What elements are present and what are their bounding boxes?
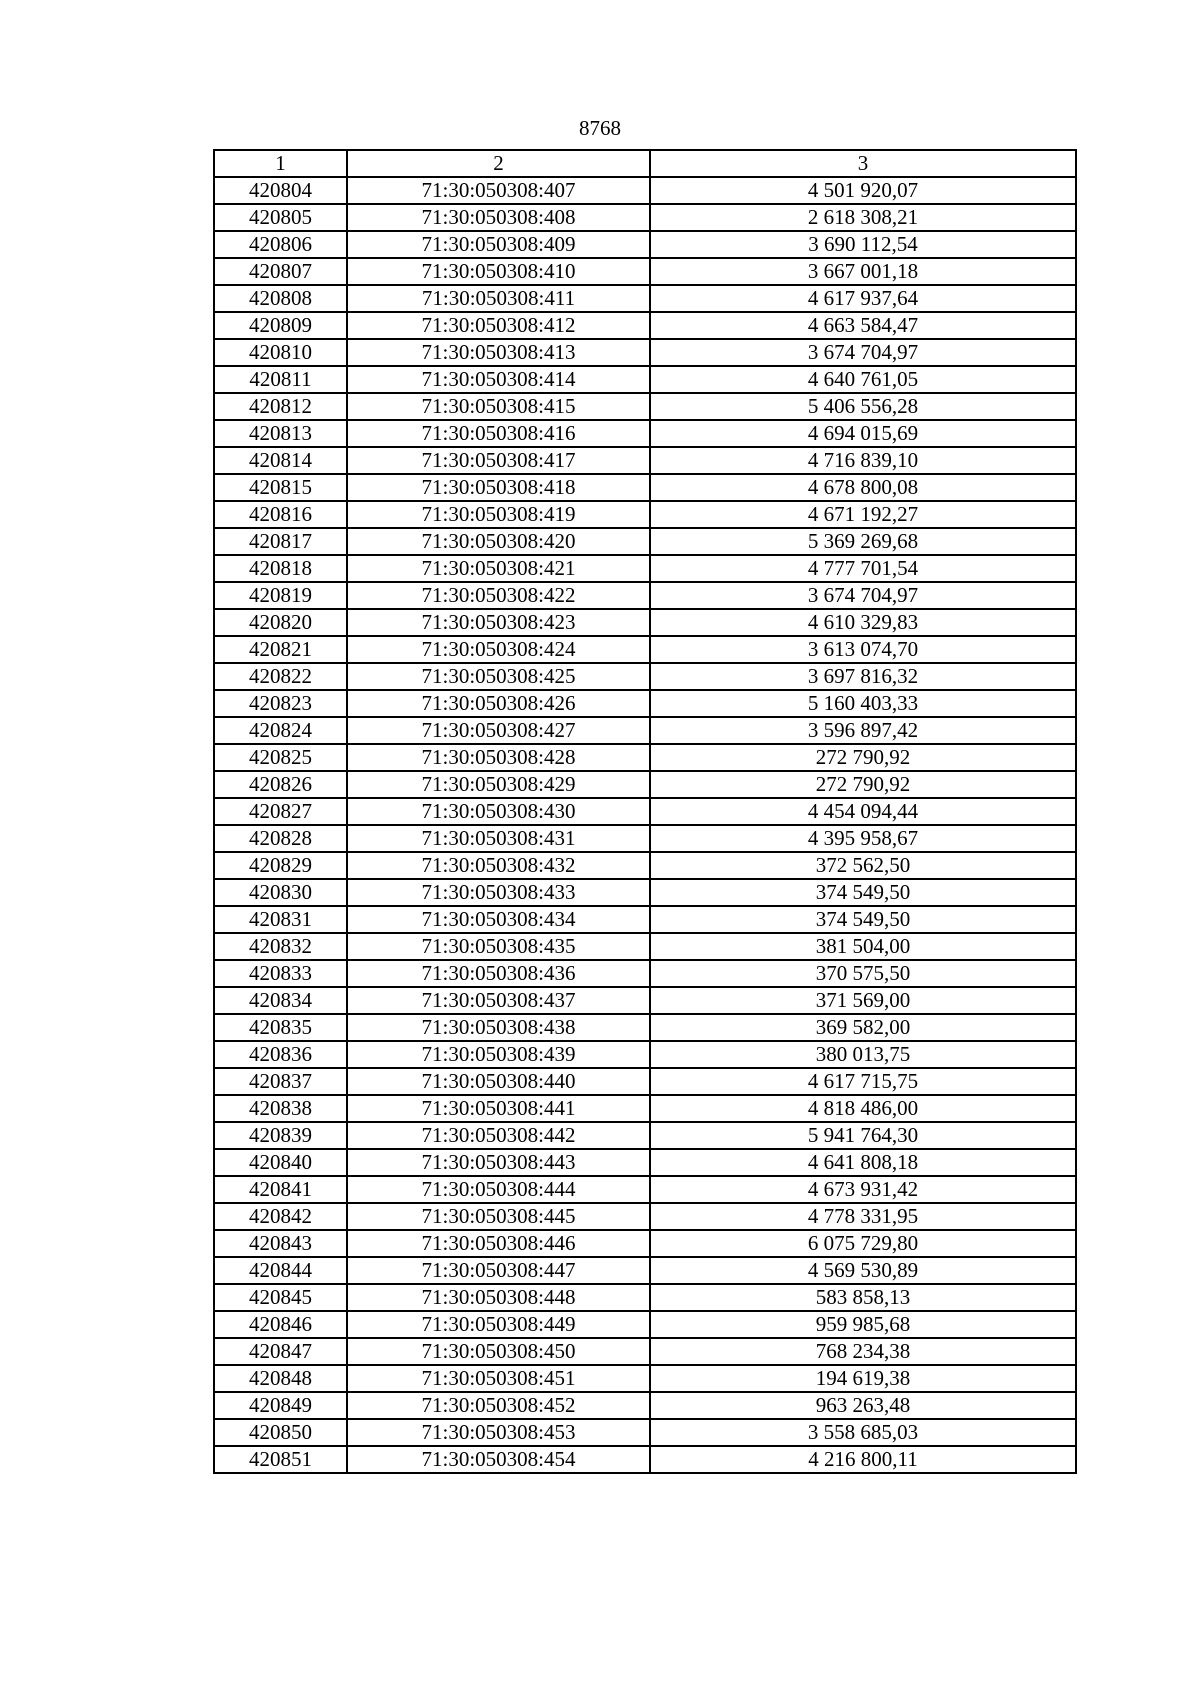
row-number-cell: 420833 bbox=[214, 960, 347, 987]
table-row bbox=[214, 1068, 1076, 1095]
table-row bbox=[214, 987, 1076, 1014]
table-body bbox=[214, 177, 1076, 1473]
cadastral-number-cell: 71:30:050308:426 bbox=[347, 690, 650, 717]
table-row bbox=[214, 744, 1076, 771]
cadastral-number-cell: 71:30:050308:421 bbox=[347, 555, 650, 582]
cadastral-number-cell: 71:30:050308:427 bbox=[347, 717, 650, 744]
table-row bbox=[214, 555, 1076, 582]
table-row bbox=[214, 177, 1076, 204]
row-number-cell: 420830 bbox=[214, 879, 347, 906]
cadastral-number-cell: 71:30:050308:429 bbox=[347, 771, 650, 798]
value-cell: 3 697 816,32 bbox=[650, 663, 1076, 690]
cadastral-number-cell: 71:30:050308:433 bbox=[347, 879, 650, 906]
row-number-cell: 420817 bbox=[214, 528, 347, 555]
table-row bbox=[214, 1365, 1076, 1392]
cadastral-number-cell: 71:30:050308:452 bbox=[347, 1392, 650, 1419]
cadastral-number-cell: 71:30:050308:454 bbox=[347, 1446, 650, 1473]
cadastral-number-cell: 71:30:050308:438 bbox=[347, 1014, 650, 1041]
cadastral-number-cell: 71:30:050308:424 bbox=[347, 636, 650, 663]
cadastral-number-cell: 71:30:050308:413 bbox=[347, 339, 650, 366]
data-table bbox=[213, 149, 1077, 1474]
table-row bbox=[214, 501, 1076, 528]
value-cell: 372 562,50 bbox=[650, 852, 1076, 879]
table-header bbox=[214, 150, 1076, 177]
table-row bbox=[214, 366, 1076, 393]
table-row bbox=[214, 285, 1076, 312]
table-row bbox=[214, 1446, 1076, 1473]
row-number-cell: 420846 bbox=[214, 1311, 347, 1338]
table-row bbox=[214, 771, 1076, 798]
row-number-cell: 420825 bbox=[214, 744, 347, 771]
value-cell: 3 667 001,18 bbox=[650, 258, 1076, 285]
row-number-cell: 420839 bbox=[214, 1122, 347, 1149]
row-number-cell: 420806 bbox=[214, 231, 347, 258]
table-row bbox=[214, 420, 1076, 447]
value-cell: 4 617 937,64 bbox=[650, 285, 1076, 312]
table-row bbox=[214, 609, 1076, 636]
value-cell: 583 858,13 bbox=[650, 1284, 1076, 1311]
table-row bbox=[214, 933, 1076, 960]
value-cell: 4 641 808,18 bbox=[650, 1149, 1076, 1176]
value-cell: 4 395 958,67 bbox=[650, 825, 1076, 852]
value-cell: 5 941 764,30 bbox=[650, 1122, 1076, 1149]
value-cell: 5 369 269,68 bbox=[650, 528, 1076, 555]
value-cell: 3 690 112,54 bbox=[650, 231, 1076, 258]
value-cell: 3 613 074,70 bbox=[650, 636, 1076, 663]
cadastral-number-cell: 71:30:050308:407 bbox=[347, 177, 650, 204]
value-cell: 194 619,38 bbox=[650, 1365, 1076, 1392]
table-row bbox=[214, 1095, 1076, 1122]
value-cell: 4 716 839,10 bbox=[650, 447, 1076, 474]
cadastral-number-cell: 71:30:050308:445 bbox=[347, 1203, 650, 1230]
row-number-cell: 420816 bbox=[214, 501, 347, 528]
header-cell-1: 1 bbox=[214, 150, 347, 177]
value-cell: 4 777 701,54 bbox=[650, 555, 1076, 582]
cadastral-number-cell: 71:30:050308:444 bbox=[347, 1176, 650, 1203]
value-cell: 3 596 897,42 bbox=[650, 717, 1076, 744]
row-number-cell: 420805 bbox=[214, 204, 347, 231]
row-number-cell: 420814 bbox=[214, 447, 347, 474]
table-row bbox=[214, 204, 1076, 231]
value-cell: 4 663 584,47 bbox=[650, 312, 1076, 339]
row-number-cell: 420804 bbox=[214, 177, 347, 204]
value-cell: 4 678 800,08 bbox=[650, 474, 1076, 501]
row-number-cell: 420841 bbox=[214, 1176, 347, 1203]
value-cell: 4 671 192,27 bbox=[650, 501, 1076, 528]
row-number-cell: 420849 bbox=[214, 1392, 347, 1419]
value-cell: 3 674 704,97 bbox=[650, 339, 1076, 366]
row-number-cell: 420834 bbox=[214, 987, 347, 1014]
header-row bbox=[214, 150, 1076, 177]
table-row bbox=[214, 1257, 1076, 1284]
row-number-cell: 420820 bbox=[214, 609, 347, 636]
row-number-cell: 420843 bbox=[214, 1230, 347, 1257]
value-cell: 4 617 715,75 bbox=[650, 1068, 1076, 1095]
value-cell: 5 406 556,28 bbox=[650, 393, 1076, 420]
cadastral-number-cell: 71:30:050308:409 bbox=[347, 231, 650, 258]
table-row bbox=[214, 1176, 1076, 1203]
cadastral-number-cell: 71:30:050308:442 bbox=[347, 1122, 650, 1149]
row-number-cell: 420828 bbox=[214, 825, 347, 852]
table-row bbox=[214, 1122, 1076, 1149]
value-cell: 4 778 331,95 bbox=[650, 1203, 1076, 1230]
row-number-cell: 420837 bbox=[214, 1068, 347, 1095]
row-number-cell: 420847 bbox=[214, 1338, 347, 1365]
table-row bbox=[214, 1419, 1076, 1446]
row-number-cell: 420824 bbox=[214, 717, 347, 744]
row-number-cell: 420819 bbox=[214, 582, 347, 609]
value-cell: 3 674 704,97 bbox=[650, 582, 1076, 609]
header-cell-2: 2 bbox=[347, 150, 650, 177]
row-number-cell: 420850 bbox=[214, 1419, 347, 1446]
value-cell: 272 790,92 bbox=[650, 744, 1076, 771]
row-number-cell: 420826 bbox=[214, 771, 347, 798]
value-cell: 2 618 308,21 bbox=[650, 204, 1076, 231]
value-cell: 371 569,00 bbox=[650, 987, 1076, 1014]
value-cell: 272 790,92 bbox=[650, 771, 1076, 798]
cadastral-number-cell: 71:30:050308:417 bbox=[347, 447, 650, 474]
cadastral-number-cell: 71:30:050308:423 bbox=[347, 609, 650, 636]
value-cell: 370 575,50 bbox=[650, 960, 1076, 987]
table-row bbox=[214, 231, 1076, 258]
table-row bbox=[214, 447, 1076, 474]
table-row bbox=[214, 1392, 1076, 1419]
cadastral-number-cell: 71:30:050308:428 bbox=[347, 744, 650, 771]
table-row bbox=[214, 339, 1076, 366]
cadastral-number-cell: 71:30:050308:440 bbox=[347, 1068, 650, 1095]
row-number-cell: 420821 bbox=[214, 636, 347, 663]
value-cell: 4 694 015,69 bbox=[650, 420, 1076, 447]
cadastral-number-cell: 71:30:050308:411 bbox=[347, 285, 650, 312]
row-number-cell: 420818 bbox=[214, 555, 347, 582]
value-cell: 380 013,75 bbox=[650, 1041, 1076, 1068]
cadastral-number-cell: 71:30:050308:453 bbox=[347, 1419, 650, 1446]
header-cell-3: 3 bbox=[650, 150, 1076, 177]
table-row bbox=[214, 393, 1076, 420]
row-number-cell: 420845 bbox=[214, 1284, 347, 1311]
row-number-cell: 420827 bbox=[214, 798, 347, 825]
row-number-cell: 420851 bbox=[214, 1446, 347, 1473]
cadastral-number-cell: 71:30:050308:434 bbox=[347, 906, 650, 933]
row-number-cell: 420809 bbox=[214, 312, 347, 339]
value-cell: 959 985,68 bbox=[650, 1311, 1076, 1338]
cadastral-number-cell: 71:30:050308:410 bbox=[347, 258, 650, 285]
cadastral-number-cell: 71:30:050308:418 bbox=[347, 474, 650, 501]
cadastral-number-cell: 71:30:050308:435 bbox=[347, 933, 650, 960]
value-cell: 374 549,50 bbox=[650, 906, 1076, 933]
cadastral-number-cell: 71:30:050308:408 bbox=[347, 204, 650, 231]
cadastral-number-cell: 71:30:050308:439 bbox=[347, 1041, 650, 1068]
value-cell: 369 582,00 bbox=[650, 1014, 1076, 1041]
cadastral-number-cell: 71:30:050308:441 bbox=[347, 1095, 650, 1122]
row-number-cell: 420840 bbox=[214, 1149, 347, 1176]
cadastral-number-cell: 71:30:050308:412 bbox=[347, 312, 650, 339]
value-cell: 6 075 729,80 bbox=[650, 1230, 1076, 1257]
page-number: 8768 bbox=[579, 116, 621, 140]
cadastral-number-cell: 71:30:050308:431 bbox=[347, 825, 650, 852]
row-number-cell: 420832 bbox=[214, 933, 347, 960]
value-cell: 3 558 685,03 bbox=[650, 1419, 1076, 1446]
row-number-cell: 420829 bbox=[214, 852, 347, 879]
value-cell: 4 640 761,05 bbox=[650, 366, 1076, 393]
table-row bbox=[214, 636, 1076, 663]
cadastral-number-cell: 71:30:050308:432 bbox=[347, 852, 650, 879]
row-number-cell: 420808 bbox=[214, 285, 347, 312]
cadastral-number-cell: 71:30:050308:415 bbox=[347, 393, 650, 420]
cadastral-number-cell: 71:30:050308:447 bbox=[347, 1257, 650, 1284]
row-number-cell: 420807 bbox=[214, 258, 347, 285]
table-row bbox=[214, 1230, 1076, 1257]
table-row bbox=[214, 1014, 1076, 1041]
value-cell: 4 818 486,00 bbox=[650, 1095, 1076, 1122]
table-row bbox=[214, 663, 1076, 690]
cadastral-number-cell: 71:30:050308:414 bbox=[347, 366, 650, 393]
value-cell: 4 610 329,83 bbox=[650, 609, 1076, 636]
cadastral-number-cell: 71:30:050308:430 bbox=[347, 798, 650, 825]
row-number-cell: 420848 bbox=[214, 1365, 347, 1392]
cadastral-number-cell: 71:30:050308:422 bbox=[347, 582, 650, 609]
table-row bbox=[214, 906, 1076, 933]
cadastral-number-cell: 71:30:050308:425 bbox=[347, 663, 650, 690]
table-row bbox=[214, 312, 1076, 339]
value-cell: 768 234,38 bbox=[650, 1338, 1076, 1365]
value-cell: 4 501 920,07 bbox=[650, 177, 1076, 204]
table-row bbox=[214, 1338, 1076, 1365]
value-cell: 4 216 800,11 bbox=[650, 1446, 1076, 1473]
value-cell: 4 454 094,44 bbox=[650, 798, 1076, 825]
row-number-cell: 420811 bbox=[214, 366, 347, 393]
row-number-cell: 420812 bbox=[214, 393, 347, 420]
cadastral-number-cell: 71:30:050308:437 bbox=[347, 987, 650, 1014]
value-cell: 4 569 530,89 bbox=[650, 1257, 1076, 1284]
cadastral-number-cell: 71:30:050308:446 bbox=[347, 1230, 650, 1257]
table-row bbox=[214, 258, 1076, 285]
cadastral-number-cell: 71:30:050308:443 bbox=[347, 1149, 650, 1176]
row-number-cell: 420823 bbox=[214, 690, 347, 717]
value-cell: 374 549,50 bbox=[650, 879, 1076, 906]
table-row bbox=[214, 1284, 1076, 1311]
table-row bbox=[214, 717, 1076, 744]
row-number-cell: 420844 bbox=[214, 1257, 347, 1284]
row-number-cell: 420822 bbox=[214, 663, 347, 690]
cadastral-number-cell: 71:30:050308:451 bbox=[347, 1365, 650, 1392]
value-cell: 963 263,48 bbox=[650, 1392, 1076, 1419]
table-row bbox=[214, 879, 1076, 906]
table-row bbox=[214, 852, 1076, 879]
cadastral-number-cell: 71:30:050308:436 bbox=[347, 960, 650, 987]
table-row bbox=[214, 825, 1076, 852]
table-row bbox=[214, 798, 1076, 825]
row-number-cell: 420836 bbox=[214, 1041, 347, 1068]
cadastral-number-cell: 71:30:050308:419 bbox=[347, 501, 650, 528]
table-row bbox=[214, 528, 1076, 555]
row-number-cell: 420842 bbox=[214, 1203, 347, 1230]
row-number-cell: 420835 bbox=[214, 1014, 347, 1041]
table-row bbox=[214, 960, 1076, 987]
value-cell: 381 504,00 bbox=[650, 933, 1076, 960]
value-cell: 5 160 403,33 bbox=[650, 690, 1076, 717]
row-number-cell: 420810 bbox=[214, 339, 347, 366]
row-number-cell: 420815 bbox=[214, 474, 347, 501]
row-number-cell: 420838 bbox=[214, 1095, 347, 1122]
table-row bbox=[214, 474, 1076, 501]
cadastral-number-cell: 71:30:050308:420 bbox=[347, 528, 650, 555]
cadastral-number-cell: 71:30:050308:450 bbox=[347, 1338, 650, 1365]
table-row bbox=[214, 690, 1076, 717]
row-number-cell: 420831 bbox=[214, 906, 347, 933]
table-row bbox=[214, 1041, 1076, 1068]
value-cell: 4 673 931,42 bbox=[650, 1176, 1076, 1203]
cadastral-number-cell: 71:30:050308:449 bbox=[347, 1311, 650, 1338]
cadastral-number-cell: 71:30:050308:416 bbox=[347, 420, 650, 447]
table-row bbox=[214, 1149, 1076, 1176]
table-row bbox=[214, 1203, 1076, 1230]
row-number-cell: 420813 bbox=[214, 420, 347, 447]
table-row bbox=[214, 582, 1076, 609]
cadastral-number-cell: 71:30:050308:448 bbox=[347, 1284, 650, 1311]
table-row bbox=[214, 1311, 1076, 1338]
